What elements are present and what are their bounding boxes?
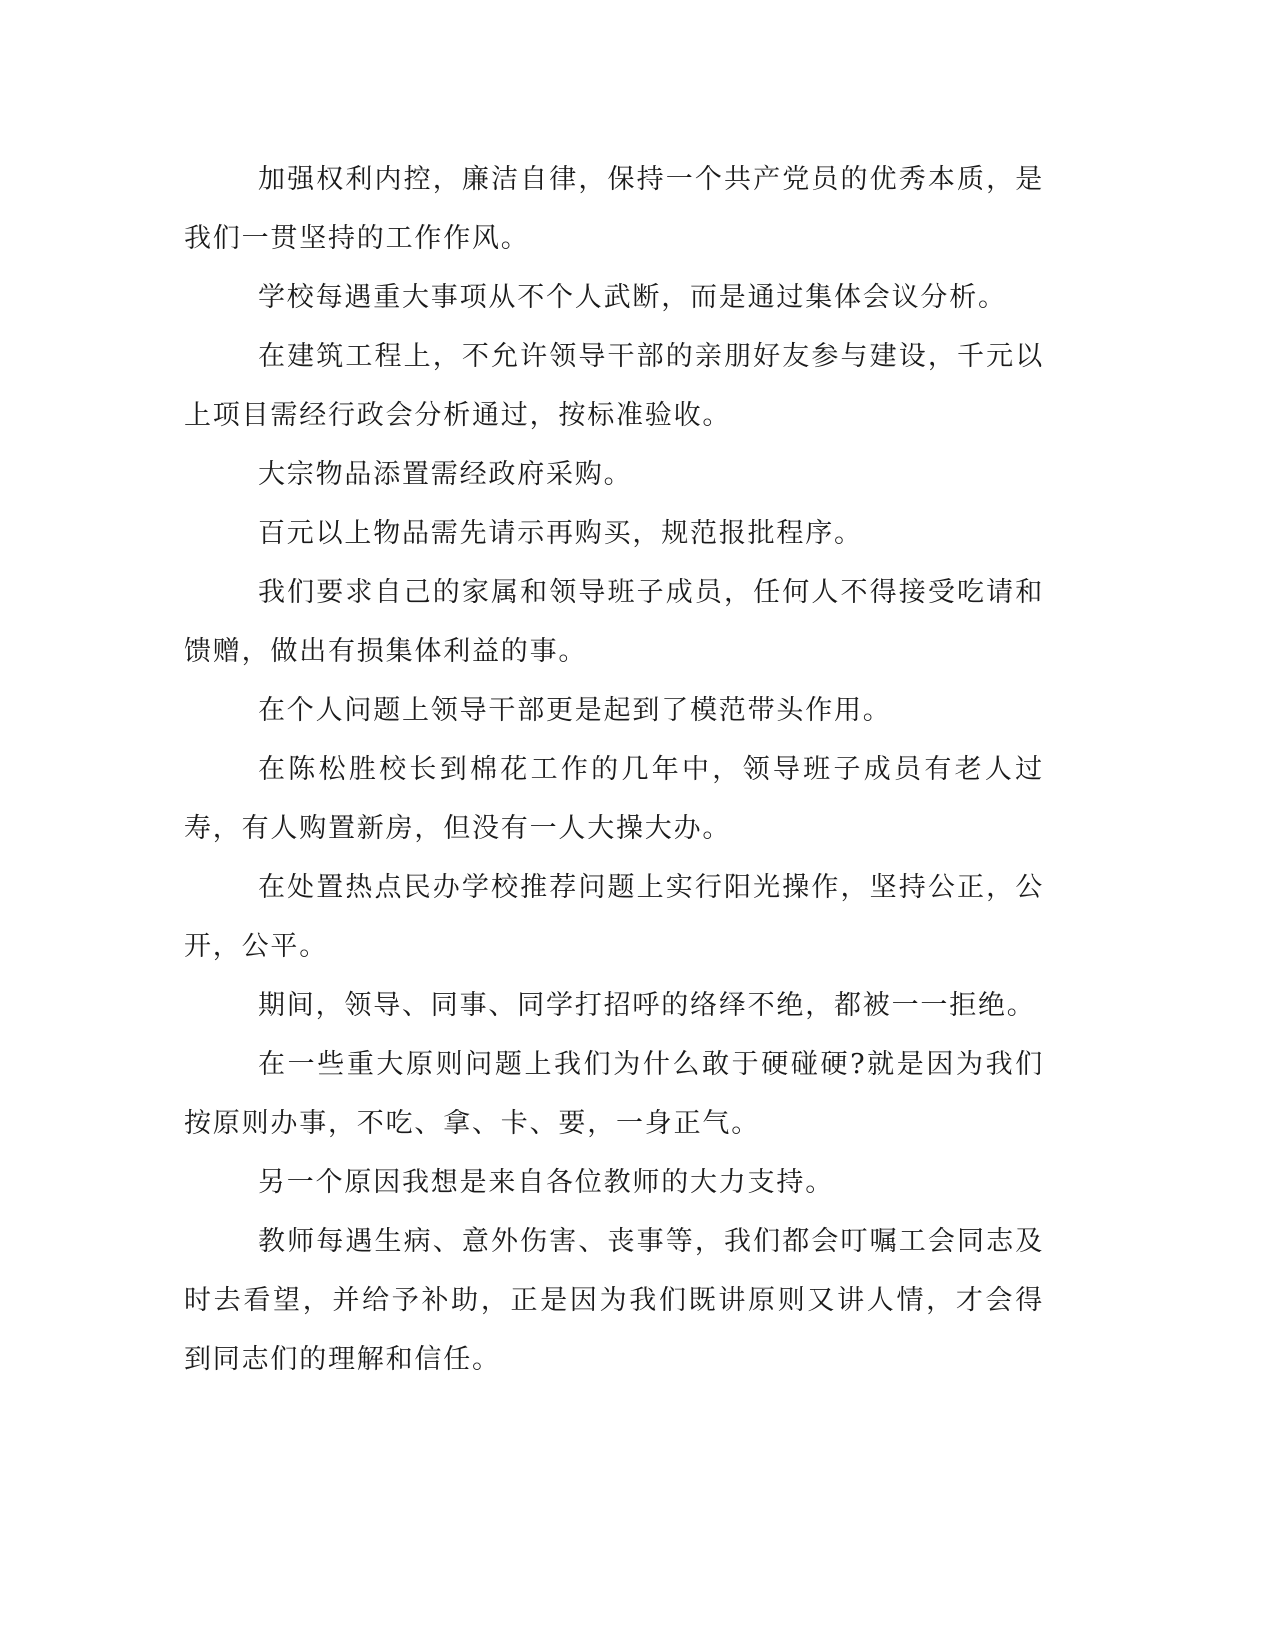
paragraph: 教师每遇生病、意外伤害、丧事等，我们都会叮嘱工会同志及时去看望，并给予补助，正是因为我们既讲原则又讲人情，才会得到同志们的理解和信任。 bbox=[184, 1226, 1044, 1375]
paragraph: 期间，领导、同事、同学打招呼的络绎不绝，都被一一拒绝。 bbox=[258, 990, 1036, 1021]
paragraph: 在建筑工程上，不允许领导干部的亲朋好友参与建设，千元以上项目需经行政会分析通过，按标准验收。 bbox=[184, 341, 1044, 431]
paragraph: 百元以上物品需先请示再购买，规范报批程序。 bbox=[258, 518, 863, 549]
document-body bbox=[184, 150, 1044, 1389]
paragraph: 我们要求自己的家属和领导班子成员，任何人不得接受吃请和馈赠，做出有损集体利益的事。 bbox=[184, 577, 1044, 667]
paragraph: 学校每遇重大事项从不个人武断，而是通过集体会议分析。 bbox=[258, 282, 1007, 313]
paragraph: 大宗物品添置需经政府采购。 bbox=[258, 459, 633, 490]
paragraph: 加强权利内控，廉洁自律，保持一个共产党员的优秀本质，是我们一贯坚持的工作作风。 bbox=[184, 164, 1044, 254]
paragraph: 在个人问题上领导干部更是起到了模范带头作用。 bbox=[258, 695, 892, 726]
paragraph: 另一个原因我想是来自各位教师的大力支持。 bbox=[258, 1167, 834, 1198]
paragraph: 在陈松胜校长到棉花工作的几年中，领导班子成员有老人过寿，有人购置新房，但没有一人大操大办。 bbox=[184, 754, 1044, 844]
paragraph: 在一些重大原则问题上我们为什么敢于硬碰硬?就是因为我们按原则办事，不吃、拿、卡、要，一身正气。 bbox=[184, 1049, 1044, 1139]
paragraph: 在处置热点民办学校推荐问题上实行阳光操作，坚持公正，公开，公平。 bbox=[184, 872, 1044, 962]
